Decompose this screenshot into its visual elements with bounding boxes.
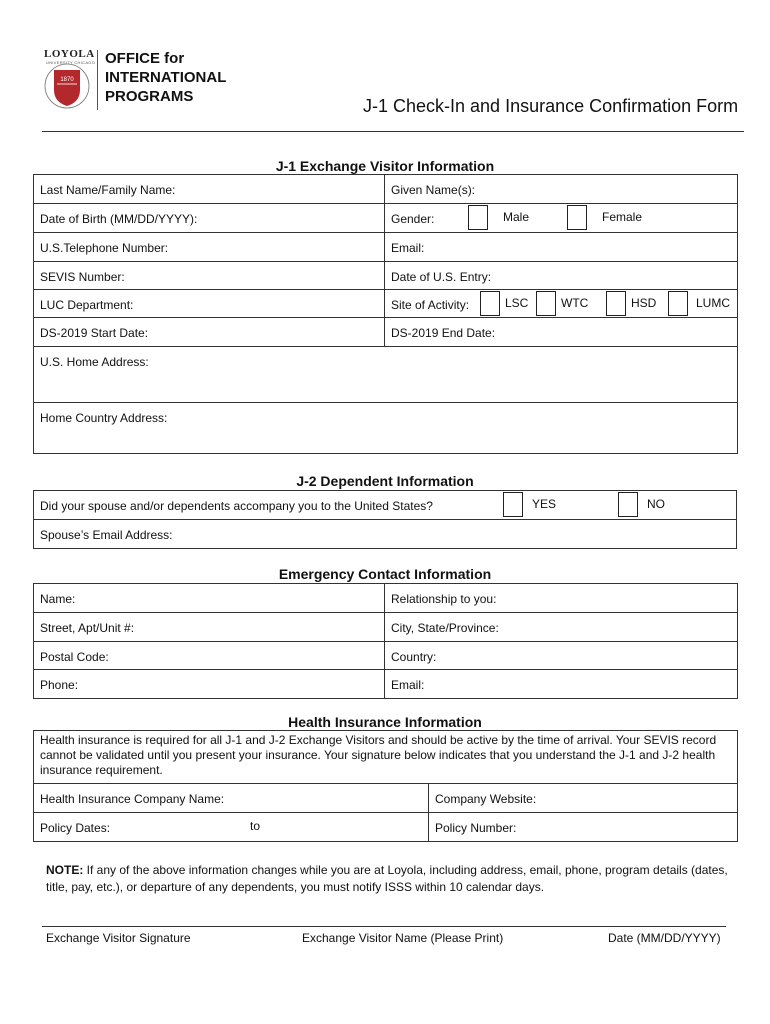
- ec-phone-label: Phone:: [40, 678, 79, 692]
- ec-city-label: City, State/Province:: [391, 621, 499, 635]
- form-title: J-1 Check-In and Insurance Confirmation Form: [363, 96, 739, 116]
- policy-dates-to: to: [250, 819, 261, 833]
- insurance-website-field[interactable]: [429, 784, 738, 813]
- site-lsc-checkbox[interactable]: [480, 291, 500, 316]
- spouse-email-field[interactable]: [34, 520, 737, 549]
- ec-relationship-field[interactable]: [385, 584, 738, 613]
- site-hsd-checkbox[interactable]: [606, 291, 626, 316]
- ec-email-label: Email:: [391, 678, 425, 692]
- office-line-1: OFFICE for: [105, 50, 185, 67]
- given-names-label: Given Name(s):: [391, 183, 476, 197]
- email-field[interactable]: [385, 233, 738, 262]
- ec-country-field[interactable]: [385, 642, 738, 670]
- accompany-no-label: NO: [647, 497, 665, 511]
- home-address-label: U.S. Home Address:: [40, 355, 149, 369]
- phone-label: U.S.Telephone Number:: [40, 241, 169, 255]
- last-name-label: Last Name/Family Name:: [40, 183, 176, 197]
- entry-date-label: Date of U.S. Entry:: [391, 270, 492, 284]
- accompany-yes-label: YES: [532, 497, 557, 511]
- ec-name-label: Name:: [40, 592, 76, 606]
- ds-start-label: DS-2019 Start Date:: [40, 326, 149, 340]
- female-checkbox[interactable]: [567, 205, 587, 230]
- site-wtc-label: WTC: [561, 296, 589, 310]
- policy-dates-field[interactable]: [34, 813, 429, 842]
- insurance-requirement: Health insurance is required for all J-1 and J-2 Exchange Visitors and should be active by the time of arrival. Your SEVIS record cannot be validated until you present your insurance. Your signature below indicates that you understand the J-1 and J-2 health insurance requirement.: [34, 731, 738, 784]
- insurance-company-label: Health Insurance Company Name:: [40, 792, 225, 806]
- male-label: Male: [503, 210, 530, 224]
- home-address-field[interactable]: [34, 347, 738, 403]
- last-name-field[interactable]: [34, 175, 385, 204]
- home-country-address-field[interactable]: [34, 403, 738, 454]
- ec-email-field[interactable]: [385, 670, 738, 699]
- ds-end-field[interactable]: [385, 318, 738, 347]
- accompany-question: Did your spouse and/or dependents accompany you to the United States?: [40, 499, 433, 513]
- j1-section-title: J-1 Exchange Visitor Information: [275, 158, 495, 174]
- department-field[interactable]: [34, 290, 385, 318]
- accompany-yes-checkbox[interactable]: [503, 492, 523, 517]
- site-lsc-label: LSC: [505, 296, 529, 310]
- ec-relationship-label: Relationship to you:: [391, 592, 497, 606]
- ec-postal-label: Postal Code:: [40, 650, 109, 664]
- site-hsd-label: HSD: [631, 296, 657, 310]
- ds-end-label: DS-2019 End Date:: [391, 326, 496, 340]
- site-wtc-checkbox[interactable]: [536, 291, 556, 316]
- policy-number-label: Policy Number:: [435, 821, 517, 835]
- ec-street-label: Street, Apt/Unit #:: [40, 621, 135, 635]
- ec-postal-field[interactable]: [34, 642, 385, 670]
- ec-city-field[interactable]: [385, 613, 738, 642]
- ec-name-field[interactable]: [34, 584, 385, 613]
- logo-divider: [97, 50, 98, 110]
- note-label: NOTE:: [46, 863, 84, 877]
- seal-year: 1870: [60, 77, 74, 83]
- ec-phone-field[interactable]: [34, 670, 385, 699]
- insurance-website-label: Company Website:: [435, 792, 537, 806]
- signature-line[interactable]: [42, 926, 726, 927]
- dob-label: Date of Birth (MM/DD/YYYY):: [40, 212, 198, 226]
- department-label: LUC Department:: [40, 298, 134, 312]
- header-rule: [42, 131, 744, 132]
- site-label: Site of Activity:: [391, 298, 470, 312]
- office-line-3: PROGRAMS: [105, 88, 194, 105]
- ec-street-field[interactable]: [34, 613, 385, 642]
- insurance-table: [33, 730, 738, 842]
- note-paragraph: [46, 862, 736, 896]
- j2-section-title: J-2 Dependent Information: [296, 473, 474, 489]
- policy-dates-label: Policy Dates:: [40, 821, 111, 835]
- logo-wordmark: LOYOLA: [44, 48, 95, 60]
- signature-label: Exchange Visitor Signature: [46, 931, 191, 945]
- print-name-label: Exchange Visitor Name (Please Print): [302, 931, 504, 945]
- emergency-section-title: Emergency Contact Information: [278, 566, 492, 582]
- gender-label: Gender:: [391, 212, 435, 226]
- insurance-section-title: Health Insurance Information: [288, 714, 482, 730]
- emergency-table: [33, 583, 738, 699]
- entry-date-field[interactable]: [385, 262, 738, 290]
- phone-field[interactable]: [34, 233, 385, 262]
- insurance-company-field[interactable]: [34, 784, 429, 813]
- home-country-address-label: Home Country Address:: [40, 411, 168, 425]
- university-seal-icon: [42, 62, 94, 110]
- female-label: Female: [602, 210, 643, 224]
- signature-date-label: Date (MM/DD/YYYY): [608, 931, 721, 945]
- logo-subtext: UNIVERSITY CHICAGO: [46, 60, 96, 65]
- spouse-email-label: Spouse’s Email Address:: [40, 528, 173, 542]
- ds-start-field[interactable]: [34, 318, 385, 347]
- note-text: If any of the above information changes while you are at Loyola, including address, email, phone, program details (dates, title, pay, etc.), or departure of any dependents, you must notify ISSS within 10 calendar days.: [46, 863, 728, 894]
- given-names-field[interactable]: [385, 175, 738, 204]
- site-lumc-checkbox[interactable]: [668, 291, 688, 316]
- male-checkbox[interactable]: [468, 205, 488, 230]
- email-label: Email:: [391, 241, 425, 255]
- accompany-no-checkbox[interactable]: [618, 492, 638, 517]
- dob-field[interactable]: [34, 204, 385, 233]
- sevis-label: SEVIS Number:: [40, 270, 125, 284]
- office-name: [105, 49, 226, 106]
- sevis-field[interactable]: [34, 262, 385, 290]
- ec-country-label: Country:: [391, 650, 437, 664]
- policy-number-field[interactable]: [429, 813, 738, 842]
- site-lumc-label: LUMC: [696, 296, 731, 310]
- office-line-2: INTERNATIONAL: [105, 69, 227, 86]
- gender-field: [385, 204, 738, 233]
